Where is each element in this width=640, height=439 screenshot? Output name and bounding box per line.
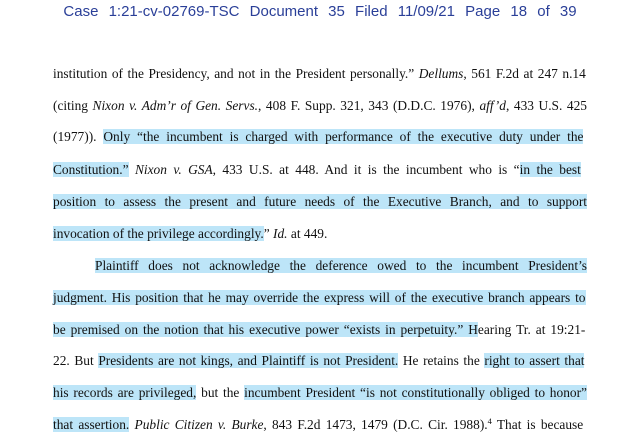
text-run: but the: [196, 385, 245, 400]
highlighted-text: that assertion.: [53, 417, 130, 432]
text-run: That is because: [491, 417, 584, 432]
text-line: [0, 288, 640, 308]
case-citation: Dellums: [418, 66, 464, 81]
highlighted-text: Only “the incumbent is charged with performance of the executive duty under the: [103, 129, 584, 144]
case-header: [0, 0, 640, 24]
text-run: , 433 U.S. 425: [505, 98, 587, 113]
text-run: , 561 F.2d at 247 n.14: [463, 66, 586, 81]
text-run: , 433 U.S. at 448. And it is the incumbent who is “: [212, 162, 520, 177]
text-run: earing Tr. at 19:21-: [477, 322, 586, 337]
highlighted-text: His position that he may override the express will of the executive branch appears to: [106, 290, 586, 305]
text-line: [0, 64, 640, 84]
text-line: [0, 96, 640, 116]
document-number: Document 35: [249, 3, 345, 20]
case-citation: aff’d: [479, 98, 506, 113]
text-run: at 449.: [287, 226, 328, 241]
text-line: [0, 415, 640, 435]
text-run: (1977)).: [53, 129, 104, 144]
highlighted-text: invocation of the privilege accordingly.: [53, 226, 264, 241]
text-run: , 408 F. Supp. 321, 343 (D.D.C. 1976),: [258, 98, 480, 113]
highlighted-text: be premised on the notion that his executive power “exists in perpetuity.” H: [53, 322, 478, 337]
case-citation: Id.: [273, 226, 288, 241]
text-run: 22. But: [53, 353, 99, 368]
text-line: [0, 256, 640, 276]
highlighted-text: judgment.: [53, 290, 107, 305]
case-citation: Public Citizen v. Burke: [134, 417, 264, 432]
highlighted-text: right to assert that: [484, 353, 585, 368]
highlighted-text: Plaintiff does not acknowledge the deference owed to the incumbent President’s: [95, 258, 587, 273]
text-run: institution of the Presidency, and not in the President personally.”: [53, 66, 419, 81]
highlighted-text: his records are privileged,: [53, 385, 197, 400]
highlighted-text: Constitution.”: [53, 162, 129, 177]
page-number: Page 18 of 39: [465, 3, 577, 20]
text-line: [0, 320, 640, 340]
highlighted-text: position to assess the present and future needs of the Executive Branch, and to support: [53, 194, 587, 209]
filed-date: Filed 11/09/21: [355, 3, 455, 20]
text-run: He retains the: [398, 353, 485, 368]
text-line: [0, 127, 640, 147]
text-line: [0, 160, 640, 180]
text-run: (citing: [53, 98, 93, 113]
text-run: , 843 F.2d 1473, 1479 (D.C. Cir. 1988).: [263, 417, 488, 432]
text-run: ”: [263, 226, 274, 241]
text-line: [0, 351, 640, 371]
highlighted-text: incumbent President “is not constitutionally obliged to honor”: [244, 385, 587, 400]
highlighted-text: Presidents are not kings, and Plaintiff is not President.: [98, 353, 399, 368]
text-line: [0, 192, 640, 212]
case-citation: Nixon v. GSA: [134, 162, 213, 177]
case-number: Case 1:21-cv-02769-TSC: [63, 3, 240, 20]
text-line: [0, 224, 640, 244]
footnote-marker: 4: [487, 416, 492, 426]
highlighted-text: in the best: [519, 162, 581, 177]
text-line: [0, 383, 640, 403]
case-citation: Nixon v. Adm’r of Gen. Servs.: [92, 98, 259, 113]
